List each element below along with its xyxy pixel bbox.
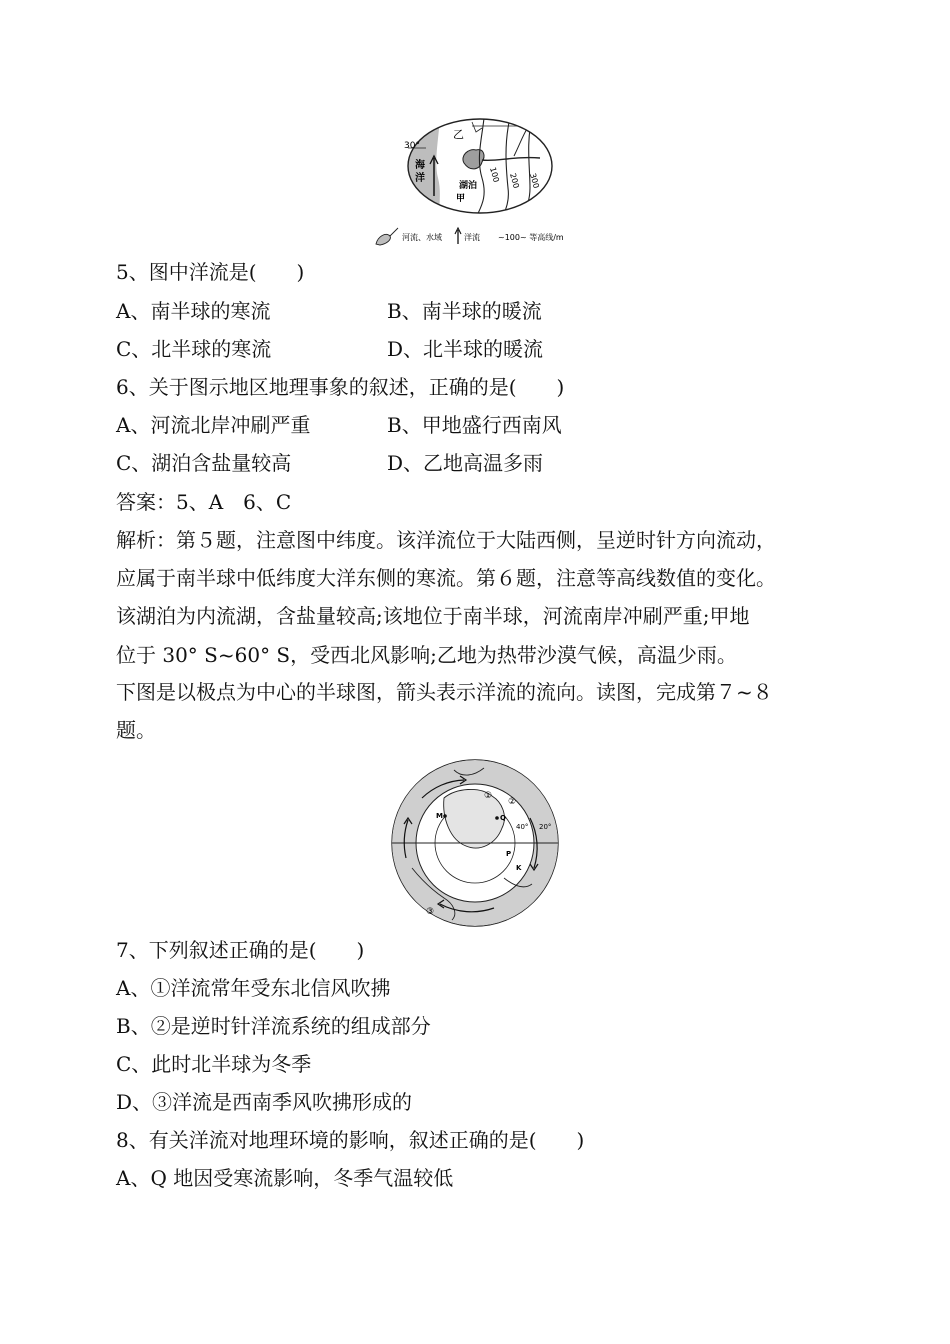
analysis-line-2: 应属于南半球中低纬度大洋东侧的寒流。第６题，注意等高线数值的变化。 bbox=[116, 566, 776, 590]
river-line bbox=[482, 158, 540, 161]
contour-100-label: 100 bbox=[488, 166, 501, 184]
question-7-option-d: D、③洋流是西南季风吹拂形成的 bbox=[116, 1090, 413, 1114]
ocean-label-1: 海 bbox=[415, 160, 425, 171]
lat-30-label: 30° bbox=[404, 141, 420, 151]
legend-current-label: 洋流 bbox=[464, 233, 480, 242]
question-7-stem: 7、下列叙述正确的是( ) bbox=[116, 938, 365, 962]
question-8-option-a: A、Q 地因受寒流影响，冬季气温较低 bbox=[116, 1166, 454, 1190]
lake-label: 湖泊 bbox=[459, 181, 478, 191]
question-8-stem: 8、有关洋流对地理环境的影响，叙述正确的是( ) bbox=[116, 1128, 585, 1152]
label-1: ① bbox=[484, 791, 493, 801]
question-5-option-d: D、北半球的暖流 bbox=[387, 337, 544, 361]
legend-river-label: 河流、水域 bbox=[402, 233, 442, 242]
analysis-line-4: 位于 30° S~60° S，受西北风影响;乙地为热带沙漠气候，高温少雨。 bbox=[116, 643, 737, 667]
label-20: 20° bbox=[539, 823, 552, 831]
figure-ocean-lake-map bbox=[364, 118, 590, 248]
question-6-option-b: B、甲地盛行西南风 bbox=[387, 413, 562, 437]
question-6-stem: 6、关于图示地区地理事象的叙述，正确的是( ) bbox=[116, 375, 565, 399]
ocean-label-2: 洋 bbox=[415, 173, 425, 184]
question-5-option-a: A、南半球的寒流 bbox=[116, 299, 271, 323]
label-M: M bbox=[436, 812, 443, 820]
intro-line-2: 题。 bbox=[116, 718, 156, 742]
label-Q: Q bbox=[500, 814, 506, 822]
label-K: K bbox=[516, 864, 522, 872]
legend-contour-label: ~100~ 等高线/m bbox=[498, 233, 564, 242]
question-7-option-b: B、②是逆时针洋流系统的组成部分 bbox=[116, 1014, 431, 1038]
label-P: P bbox=[506, 850, 512, 858]
question-5-stem: 5、图中洋流是( ) bbox=[116, 260, 305, 284]
contour-200-label: 200 bbox=[508, 172, 521, 190]
question-6-option-c: C、湖泊含盐量较高 bbox=[116, 451, 292, 475]
yi-label: 乙 bbox=[453, 128, 464, 141]
jia-label: 甲 bbox=[456, 194, 466, 204]
analysis-line-1: 解析：第５题，注意图中纬度。该洋流位于大陆西侧，呈逆时针方向流动， bbox=[116, 528, 776, 552]
question-7-option-c: C、此时北半球为冬季 bbox=[116, 1052, 312, 1076]
intro-line-1: 下图是以极点为中心的半球图，箭头表示洋流的流向。读图，完成第７~８ bbox=[116, 680, 773, 704]
analysis-line-3: 该湖泊为内流湖，含盐量较高;该地位于南半球，河流南岸冲刷严重;甲地 bbox=[116, 604, 750, 628]
question-6-option-d: D、乙地高温多雨 bbox=[387, 451, 544, 475]
question-5-option-b: B、南半球的暖流 bbox=[387, 299, 542, 323]
question-6-option-a: A、河流北岸冲刷严重 bbox=[116, 413, 311, 437]
label-40: 40° bbox=[516, 823, 529, 831]
question-5-option-c: C、北半球的寒流 bbox=[116, 337, 272, 361]
question-7-option-a: A、①洋流常年受东北信风吹拂 bbox=[116, 976, 391, 1000]
figure-polar-hemisphere-map bbox=[384, 758, 566, 928]
label-3: ③ bbox=[426, 907, 435, 917]
legend-river-icon bbox=[376, 234, 390, 245]
contour-200 bbox=[502, 118, 510, 218]
label-2: ② bbox=[508, 797, 517, 807]
answer-line: 答案：5、A 6、C bbox=[116, 490, 292, 514]
lake-shape bbox=[463, 150, 484, 169]
contour-300-label: 300 bbox=[528, 172, 541, 190]
